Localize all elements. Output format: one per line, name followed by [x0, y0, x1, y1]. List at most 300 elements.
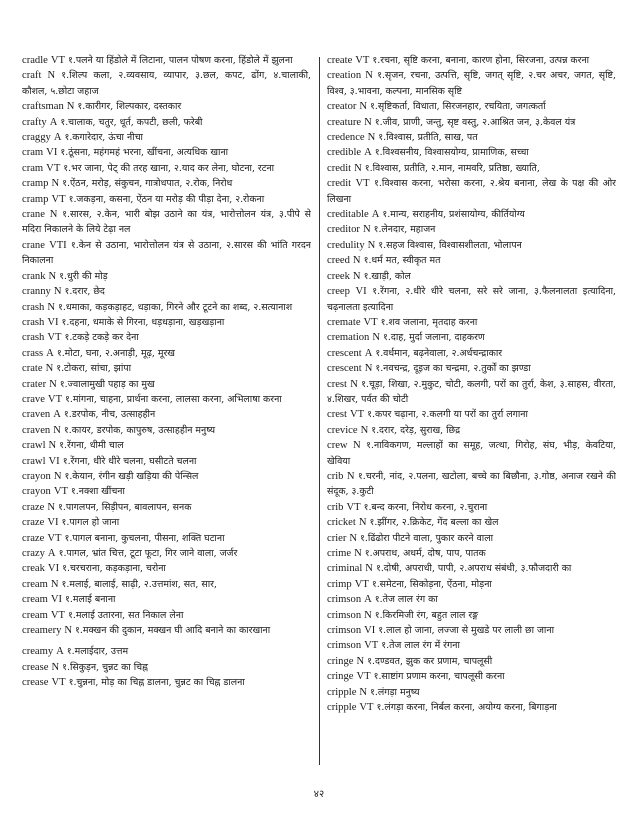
dictionary-entry: [327, 638, 616, 653]
entry-part-of-speech: VI: [364, 625, 376, 637]
entry-part-of-speech: A: [364, 347, 373, 359]
dictionary-entry: [327, 315, 616, 330]
dictionary-entry: [22, 115, 311, 130]
entry-part-of-speech: N: [64, 625, 73, 637]
entry-headword: craze: [22, 517, 45, 529]
dictionary-entry: [327, 145, 616, 160]
entry-part-of-speech: N: [359, 101, 368, 113]
entry-definition: १.कगारेदार, ऊंचा नीचा: [64, 132, 143, 144]
entry-headword: crimson: [327, 594, 362, 606]
entry-definition: १.समेटना, सिकोड़ना, ऐंठना, मोड़ना: [371, 578, 492, 590]
dictionary-entry: [327, 546, 616, 561]
dictionary-entry: [327, 238, 616, 253]
entry-part-of-speech: N: [346, 470, 355, 482]
entry-part-of-speech: N: [47, 70, 56, 82]
entry-headword: crass: [22, 347, 44, 359]
entry-part-of-speech: N: [364, 363, 373, 375]
entry-definition: १.साष्टांग प्रणाम करना, चापलूसी करना: [373, 671, 505, 683]
dictionary-entry: [327, 284, 616, 315]
entry-definition: १.नक्शा खींचना: [70, 486, 125, 498]
entry-headword: craze: [22, 532, 45, 544]
dictionary-entry: [22, 531, 311, 546]
entry-part-of-speech: N: [372, 332, 380, 344]
entry-headword: cremate: [327, 316, 361, 328]
dictionary-entry: [327, 115, 616, 130]
entry-definition: १.ढिंढोरा पीटने वाला, पुकार करने वाला: [360, 532, 493, 544]
dictionary-entry: [22, 515, 311, 530]
dictionary-entry: [327, 161, 616, 176]
entry-definition: १.तेज लाल रंग में रंगना: [381, 640, 460, 652]
entry-headword: crafty: [22, 116, 47, 128]
entry-part-of-speech: N: [362, 224, 371, 236]
entry-definition: १.लेनदार, महाजन: [373, 224, 436, 236]
entry-headword: crest: [327, 409, 347, 421]
dictionary-entry: [22, 623, 311, 638]
entry-part-of-speech: A: [46, 347, 54, 359]
entry-headword: crescent: [327, 363, 362, 375]
entry-definition: १.सृष्टिकर्ता, विधाता, सिरजनहार, रचयिता, जगत्कर्ता: [370, 101, 546, 113]
dictionary-entry: [327, 423, 616, 438]
entry-part-of-speech: A: [53, 409, 61, 421]
dictionary-entry: [327, 176, 616, 207]
entry-part-of-speech: N: [53, 424, 61, 436]
dictionary-entry: [22, 300, 311, 315]
entry-part-of-speech: N: [352, 255, 361, 267]
dictionary-entry: [22, 500, 311, 515]
entry-part-of-speech: N: [53, 286, 62, 298]
entry-definition: १.रेंगना, २.धीरे धीरे चलना, सरे सरे जाना, ३.फैलनालता इत्यादिना, चढ़नालता इत्यादिना: [327, 286, 616, 313]
dictionary-entry: [327, 685, 616, 700]
dictionary-entry: [327, 130, 616, 145]
dictionary-entry: [327, 253, 616, 268]
entry-headword: crazy: [22, 548, 45, 559]
entry-part-of-speech: VI: [50, 594, 63, 606]
entry-part-of-speech: A: [53, 132, 62, 144]
entry-headword: cringe: [327, 655, 354, 667]
entry-headword: cricket: [327, 517, 356, 529]
entry-part-of-speech: N: [45, 363, 54, 375]
entry-headword: cranny: [22, 286, 51, 298]
dictionary-entry: [22, 207, 311, 238]
entry-part-of-speech: VI: [47, 316, 59, 328]
entry-headword: creation: [327, 70, 362, 82]
entry-headword: craft: [22, 70, 42, 82]
entry-definition: १.लंगड़ा करना, निर्बल करना, अयोग्य करना, बिगाड़ना: [376, 702, 557, 714]
entry-definition: १.जीव, प्राणी, जन्तु, सृष्ट वस्तु, २.आश्रित जन, ३.केवल यंत्र: [374, 116, 576, 128]
entry-definition: १.जकड़ना, कसना, ऐंठन या मरोड़ की पीड़ा देना, २.रोकना: [68, 193, 265, 205]
entry-part-of-speech: A: [364, 147, 372, 159]
entry-definition: १.शिल्प कला, २.व्यवसाय, व्यापार, ३.छल, कपट, ढोंग, ४.चालाकी, कौशल, ५.छोटा जहाज: [22, 70, 311, 97]
entry-part-of-speech: VT: [47, 332, 62, 344]
dictionary-entry: [327, 407, 616, 422]
entry-definition: १.भर जाना, पेट् की तरह खाना, २.याद कर लेना, घोटना, रटना: [63, 162, 275, 174]
entry-definition: १.वर्धमान, बढ़नेवाला, २.अर्धचन्द्राकार: [375, 347, 503, 359]
entry-headword: crane: [22, 209, 45, 221]
dictionary-entry: [22, 192, 311, 207]
entry-headword: crayon: [22, 470, 51, 482]
dictionary-entry: [327, 500, 616, 515]
entry-part-of-speech: VT: [355, 178, 370, 190]
entry-part-of-speech: N: [356, 655, 365, 667]
dictionary-entry: [22, 438, 311, 453]
entry-part-of-speech: N: [365, 563, 373, 575]
dictionary-entry: [22, 68, 311, 99]
entry-definition: १.विश्वास, प्रतीति, २.मान, नामवरि, प्रतिष्ठा, ख्याति,: [364, 162, 540, 174]
dictionary-entry: [327, 669, 616, 684]
dictionary-entry: [22, 330, 311, 345]
dictionary-entry: [22, 660, 311, 675]
entry-headword: cram: [22, 162, 44, 174]
dictionary-entry: [22, 592, 311, 607]
entry-headword: crest: [327, 378, 347, 390]
entry-definition: १.विश्वास, प्रतीति, साख, पत: [378, 132, 478, 144]
entry-definition: १.डरपोक, नीच, उत्साहहीन: [63, 409, 156, 421]
dictionary-entry: [22, 561, 311, 576]
entry-definition: १.सहज विश्वास, विश्वासशीलता, भोलापन: [378, 239, 522, 251]
entry-part-of-speech: N: [358, 517, 367, 529]
entry-headword: craven: [22, 409, 51, 421]
entry-part-of-speech: VTI: [49, 239, 67, 251]
entry-part-of-speech: VT: [46, 162, 61, 174]
dictionary-page: [22, 53, 616, 773]
entry-definition: १.रेंगना, धीरे धीरे चलना, घसीटते चलना: [62, 455, 197, 467]
entry-definition: १.ज्वालामुखी पहाड़ का मुख: [59, 378, 155, 390]
entry-headword: crier: [327, 532, 347, 544]
entry-part-of-speech: N: [51, 178, 60, 190]
entry-definition: १.तेज लाल रंग का: [374, 594, 438, 606]
entry-headword: crimson: [327, 640, 362, 652]
entry-headword: creditor: [327, 224, 360, 236]
entry-definition: १.रचना, सृष्टि करना, बनाना, कारण होना, सिरजना, उत्पन्न करना: [372, 55, 590, 66]
entry-headword: credence: [327, 132, 365, 144]
entry-definition: १.दरार, दरेड़, सुराख, छिद्र: [371, 424, 461, 436]
entry-part-of-speech: VT: [53, 486, 68, 498]
right-column: [327, 53, 616, 767]
dictionary-entry: [22, 346, 311, 361]
entry-definition: १.केन से उठाना, भारोत्तोलन यंत्र से उठाना, २.सारस की भांति गरदन निकालना: [22, 239, 311, 267]
entry-definition: १.मलाई, बालाई, साढ़ी, २.उत्तमांश, सत, सार,: [61, 578, 217, 590]
dictionary-entry: [22, 284, 311, 299]
dictionary-entry: [327, 469, 616, 500]
entry-headword: cream: [22, 578, 48, 590]
entry-part-of-speech: VT: [364, 640, 379, 652]
entry-definition: १.केयान, रंगीन खड़ी खड़िया की पेन्सिल: [64, 470, 199, 482]
dictionary-entry: [22, 392, 311, 407]
entry-definition: १.झींगर, २.क्रिकेट, गेंद बल्ला का खेल: [369, 517, 499, 529]
entry-part-of-speech: N: [48, 270, 57, 282]
dictionary-entry: [22, 361, 311, 376]
entry-headword: creed: [327, 255, 350, 267]
dictionary-entry: [22, 377, 311, 392]
entry-definition: १.मोटा, घना, २.अनाड़ी, मूढ़, मूरख: [56, 347, 175, 359]
entry-part-of-speech: N: [354, 548, 362, 559]
dictionary-entry: [327, 531, 616, 546]
entry-definition: १.मान्य, सराहनीय, प्रशंसायोग्य, कीर्तियोग्य: [382, 209, 525, 221]
entry-part-of-speech: VT: [50, 55, 65, 66]
entry-part-of-speech: VI: [48, 455, 60, 467]
entry-part-of-speech: VI: [47, 517, 59, 529]
entry-part-of-speech: N: [359, 686, 368, 698]
dictionary-entry: [327, 207, 616, 222]
dictionary-entry: [327, 361, 616, 376]
entry-definition: १.विश्वास करना, भरोसा करना, २.श्रेय बनाना, लेख के पक्ष की ओर लिखना: [327, 178, 616, 205]
entry-headword: creditable: [327, 209, 369, 221]
dictionary-entry: [22, 161, 311, 176]
entry-definition: १.नवचन्द्र, दूइज का चन्द्रमा, २.तुर्कों का झण्डा: [375, 363, 531, 375]
dictionary-entry: [22, 577, 311, 592]
entry-part-of-speech: N: [360, 424, 369, 436]
dictionary-entry: [327, 68, 616, 99]
entry-definition: १.मलाई उतारना, सत निकाल लेना: [67, 609, 184, 621]
entry-headword: craftsman: [22, 101, 64, 113]
entry-definition: १.विश्वसनीय, विश्वासयोग्य, प्रामाणिक, सच्चा: [374, 147, 529, 159]
entry-definition: १.सारस, २.केन, भारी बोझ उठाने का यंत्र, भारोत्तोलन यंत्र, ३.पीपे से मदिरा निकालने के लिये टेढ़ा नल: [22, 209, 311, 236]
entry-headword: crevice: [327, 424, 358, 436]
entry-headword: crimson: [327, 625, 362, 637]
entry-headword: cramp: [22, 178, 49, 190]
dictionary-entry: [327, 592, 616, 607]
entry-part-of-speech: N: [51, 661, 60, 673]
dictionary-entry: [22, 675, 311, 690]
dictionary-entry: [327, 577, 616, 592]
entry-headword: creep: [327, 286, 350, 298]
entry-headword: crawl: [22, 440, 46, 452]
dictionary-entry: [327, 346, 616, 361]
entry-headword: crank: [22, 270, 46, 282]
dictionary-entry: [22, 99, 311, 114]
entry-headword: craven: [22, 424, 51, 436]
entry-definition: १.पागल बनाना, कुचलना, पीसना, शक्ति घटाना: [64, 532, 225, 544]
entry-definition: १.कारीगर, शिल्पकार, दस्तकार: [77, 101, 182, 113]
entry-part-of-speech: N: [350, 378, 358, 390]
entry-part-of-speech: N: [367, 239, 376, 251]
entry-definition: १.शव जलाना, मृतदाह करना: [380, 316, 478, 328]
dictionary-entry: [327, 700, 616, 715]
entry-headword: crease: [22, 677, 49, 689]
entry-definition: १.चुन्नना, मोड़ का चिह्न डालना, चुन्नट का चिह्न डालना: [68, 677, 245, 689]
entry-part-of-speech: A: [371, 209, 380, 221]
entry-definition: १.कायर, डरपोक, कापुरुष, उत्साहहीन मनुष्य: [63, 424, 216, 436]
entry-definition: १.रेंगना, धीमी चाल: [59, 440, 124, 452]
entry-part-of-speech: VT: [355, 55, 370, 66]
entry-headword: cringe: [327, 671, 354, 683]
entry-part-of-speech: A: [47, 548, 56, 559]
entry-definition: १.पागल, भ्रांत चित्त, टूटा फूटा, गिर जाने वाला, जर्जर: [58, 548, 238, 559]
entry-definition: १.मलाईदार, उत्तम: [66, 646, 129, 658]
entry-definition: १.बन्द करना, निरोध करना, २.चुराना: [363, 501, 488, 513]
entry-headword: crew: [327, 440, 348, 452]
entry-part-of-speech: VT: [51, 677, 66, 689]
entry-definition: १.दण्डवत, झुक कर प्रणाम, चापलूसी: [367, 655, 493, 667]
entry-part-of-speech: N: [53, 470, 62, 482]
entry-part-of-speech: A: [56, 646, 64, 658]
entry-headword: cream: [22, 594, 48, 606]
entry-definition: १.खाड़ी, कोल: [363, 270, 411, 282]
entry-part-of-speech: VT: [47, 532, 62, 544]
dictionary-entry: [327, 608, 616, 623]
dictionary-entry: [22, 484, 311, 499]
entry-definition: १.सिकुड़न, चुन्नट का चिह्न: [62, 661, 148, 673]
entry-headword: crate: [22, 363, 43, 375]
entry-definition: १.धुरी की मोड़: [59, 270, 108, 282]
dictionary-entry: [22, 238, 311, 269]
entry-part-of-speech: N: [50, 578, 59, 590]
entry-part-of-speech: VI: [46, 147, 58, 159]
dictionary-entry: [327, 330, 616, 345]
dictionary-entry: [22, 423, 311, 438]
dictionary-entry: [22, 176, 311, 191]
entry-headword: crater: [22, 378, 47, 390]
entry-part-of-speech: N: [66, 101, 75, 113]
entry-definition: १.लाल हो जाना, लज्जा से मुखडे पर लाली छा जाना: [378, 625, 554, 637]
entry-headword: crescent: [327, 347, 362, 359]
entry-headword: create: [327, 55, 353, 66]
entry-part-of-speech: VI: [355, 286, 367, 298]
entry-headword: creature: [327, 116, 362, 128]
entry-definition: १.धर्म मत, स्वीकृत मत: [363, 255, 441, 267]
left-column: [22, 53, 311, 767]
entry-definition: १.लंगड़ा मनुष्य: [370, 686, 420, 698]
dictionary-entry: [327, 269, 616, 284]
dictionary-entry: [22, 608, 311, 623]
entry-part-of-speech: VT: [50, 609, 65, 621]
entry-part-of-speech: A: [364, 594, 372, 606]
dictionary-entry: [327, 438, 616, 469]
dictionary-entry: [22, 644, 311, 659]
dictionary-entry: [327, 99, 616, 114]
entry-part-of-speech: VT: [354, 578, 369, 590]
entry-part-of-speech: VT: [363, 316, 378, 328]
entry-headword: crib: [327, 470, 344, 482]
dictionary-entry: [22, 145, 311, 160]
entry-part-of-speech: N: [367, 132, 376, 144]
dictionary-entry: [22, 130, 311, 145]
entry-headword: criminal: [327, 563, 363, 575]
entry-part-of-speech: N: [48, 440, 57, 452]
entry-headword: cremation: [327, 332, 370, 344]
entry-part-of-speech: N: [349, 532, 358, 544]
entry-headword: crimson: [327, 609, 362, 621]
entry-part-of-speech: VT: [359, 702, 374, 714]
entry-definition: १.अपराध, अधर्म, दोष, पाप, पातक: [364, 548, 486, 559]
entry-headword: creamery: [22, 625, 62, 637]
entry-definition: १.कपर चढ़ाना, २.कलगी या परों का तुर्रा लगाना: [367, 409, 528, 421]
dictionary-entry: [22, 407, 311, 422]
entry-headword: craggy: [22, 132, 51, 144]
entry-part-of-speech: VT: [47, 393, 63, 405]
dictionary-entry: [327, 561, 616, 576]
dictionary-entry: [327, 654, 616, 669]
entry-headword: crayon: [22, 486, 51, 498]
entry-part-of-speech: N: [49, 378, 57, 390]
entry-headword: crime: [327, 548, 352, 559]
entry-headword: crawl: [22, 455, 46, 467]
entry-definition: १.धमाका, कड़कड़ाहट, धड़ाका, गिरने और टूटने का शब्द, २.सत्यानाश: [57, 301, 293, 313]
entry-part-of-speech: N: [364, 116, 372, 128]
entry-definition: १.टकड़े टकड़े कर देना: [64, 332, 139, 344]
entry-part-of-speech: VT: [346, 501, 361, 513]
entry-headword: cripple: [327, 702, 357, 714]
dictionary-entry: [22, 53, 311, 68]
entry-definition: १.किरमिजी रंग, बहुत लाल रङ्ग: [374, 609, 479, 621]
entry-definition: १.दरार, छेद: [64, 286, 105, 298]
entry-headword: creamy: [22, 646, 54, 658]
entry-part-of-speech: N: [49, 209, 58, 221]
entry-definition: १.पागलपन, सिड़ीपन, बावलापन, सनक: [57, 501, 192, 513]
dictionary-entry: [327, 623, 616, 638]
entry-headword: credit: [327, 162, 352, 174]
entry-definition: १.ऐंठन, मरोड़, संकुचन, गात्रोधपात, २.रोक, निरोध: [62, 178, 233, 190]
entry-headword: crash: [22, 332, 45, 344]
column-divider: [319, 57, 320, 765]
entry-definition: १.चालाक, चतुर, धूर्त, कपटी, छली, फरेबी: [60, 116, 203, 128]
entry-definition: १.मांगना, चाहना, प्रार्थना करना, लालसा करना, अभिलाषा करना: [65, 393, 282, 405]
entry-headword: crib: [327, 501, 344, 513]
dictionary-entry: [327, 53, 616, 68]
entry-definition: १.पलने या हिंडोले में लिटाना, पालन पोषण करना, हिंडोले में झुलना: [67, 55, 293, 66]
entry-headword: craze: [22, 501, 45, 513]
entry-part-of-speech: N: [47, 301, 55, 313]
entry-headword: crimp: [327, 578, 352, 590]
entry-headword: cripple: [327, 686, 357, 698]
dictionary-entry: [22, 269, 311, 284]
entry-headword: crash: [22, 316, 45, 328]
entry-part-of-speech: VT: [349, 409, 365, 421]
entry-headword: credulity: [327, 239, 365, 251]
entry-part-of-speech: VT: [356, 671, 371, 683]
entry-headword: credit: [327, 178, 352, 190]
entry-part-of-speech: VT: [51, 193, 66, 205]
entry-headword: credible: [327, 147, 362, 159]
entry-headword: creak: [22, 563, 45, 575]
entry-definition: १.मक्खन की दुकान, मक्खन घी आदि बनाने का कारखाना: [75, 625, 271, 637]
entry-part-of-speech: N: [364, 609, 372, 621]
entry-definition: १.नाविकगण, मल्लाहों का समूह, जत्था, गिरोह, संघ, भीड़, केवटिया, खेविया: [327, 440, 616, 467]
entry-headword: creator: [327, 101, 357, 113]
entry-headword: cream: [22, 609, 48, 621]
entry-part-of-speech: N: [352, 270, 361, 282]
entry-definition: १.ठूंसना, महंगमहं भरना, खींचना, अत्यधिक खाना: [60, 147, 229, 159]
entry-part-of-speech: VI: [47, 563, 60, 575]
entry-headword: cram: [22, 147, 44, 159]
entry-headword: crash: [22, 301, 45, 313]
entry-headword: crave: [22, 393, 45, 405]
dictionary-entry: [327, 222, 616, 237]
entry-definition: १.मलाई बनाना: [65, 594, 116, 606]
entry-definition: १.चूड़ा, शिखा, २.मुकुट, चोटी, कलगी, परों का तुर्रा, केश, ३.साहस, वीरता, ४.शिखर, पर्वत की चोटी: [327, 378, 616, 405]
entry-definition: १.दहना, धमाके से गिरना, धड़धड़ाना, खड़खड़ाना: [61, 316, 225, 328]
entry-part-of-speech: N: [365, 70, 373, 82]
entry-headword: creek: [327, 270, 350, 282]
entry-definition: १.चरनी, नांद, २.पलना, खटोला, बच्चे का बिछौना, ३.गोष्ठ, अनाज रखने की संदूक, ३.कुटी: [327, 470, 616, 498]
page-number: ४२: [313, 789, 325, 800]
entry-definition: १.दाह, मुर्दा जलाना, दाहकरण: [382, 332, 485, 344]
entry-definition: १.पागल हो जाना: [61, 517, 120, 529]
entry-part-of-speech: N: [354, 162, 362, 174]
entry-definition: १.टोकरा, सांचा, झांपा: [56, 363, 132, 375]
dictionary-entry: [22, 469, 311, 484]
entry-part-of-speech: N: [47, 501, 55, 513]
dictionary-entry: [327, 377, 616, 408]
entry-definition: १.सृजन, रचना, उत्पत्ति, सृष्टि, जगत् सृष्टि, २.चर अचर, जगत, सृष्टि, विश्व, ३.भावना, कल्पना, मानसिक सृष्टि: [327, 70, 616, 97]
entry-definition: १.चरचराना, कड़कड़ाना, चरोना: [62, 563, 166, 575]
entry-headword: cradle: [22, 55, 48, 66]
dictionary-entry: [327, 515, 616, 530]
entry-part-of-speech: N: [353, 440, 361, 452]
entry-headword: cramp: [22, 193, 49, 205]
dictionary-entry: [22, 315, 311, 330]
entry-headword: crease: [22, 661, 49, 673]
